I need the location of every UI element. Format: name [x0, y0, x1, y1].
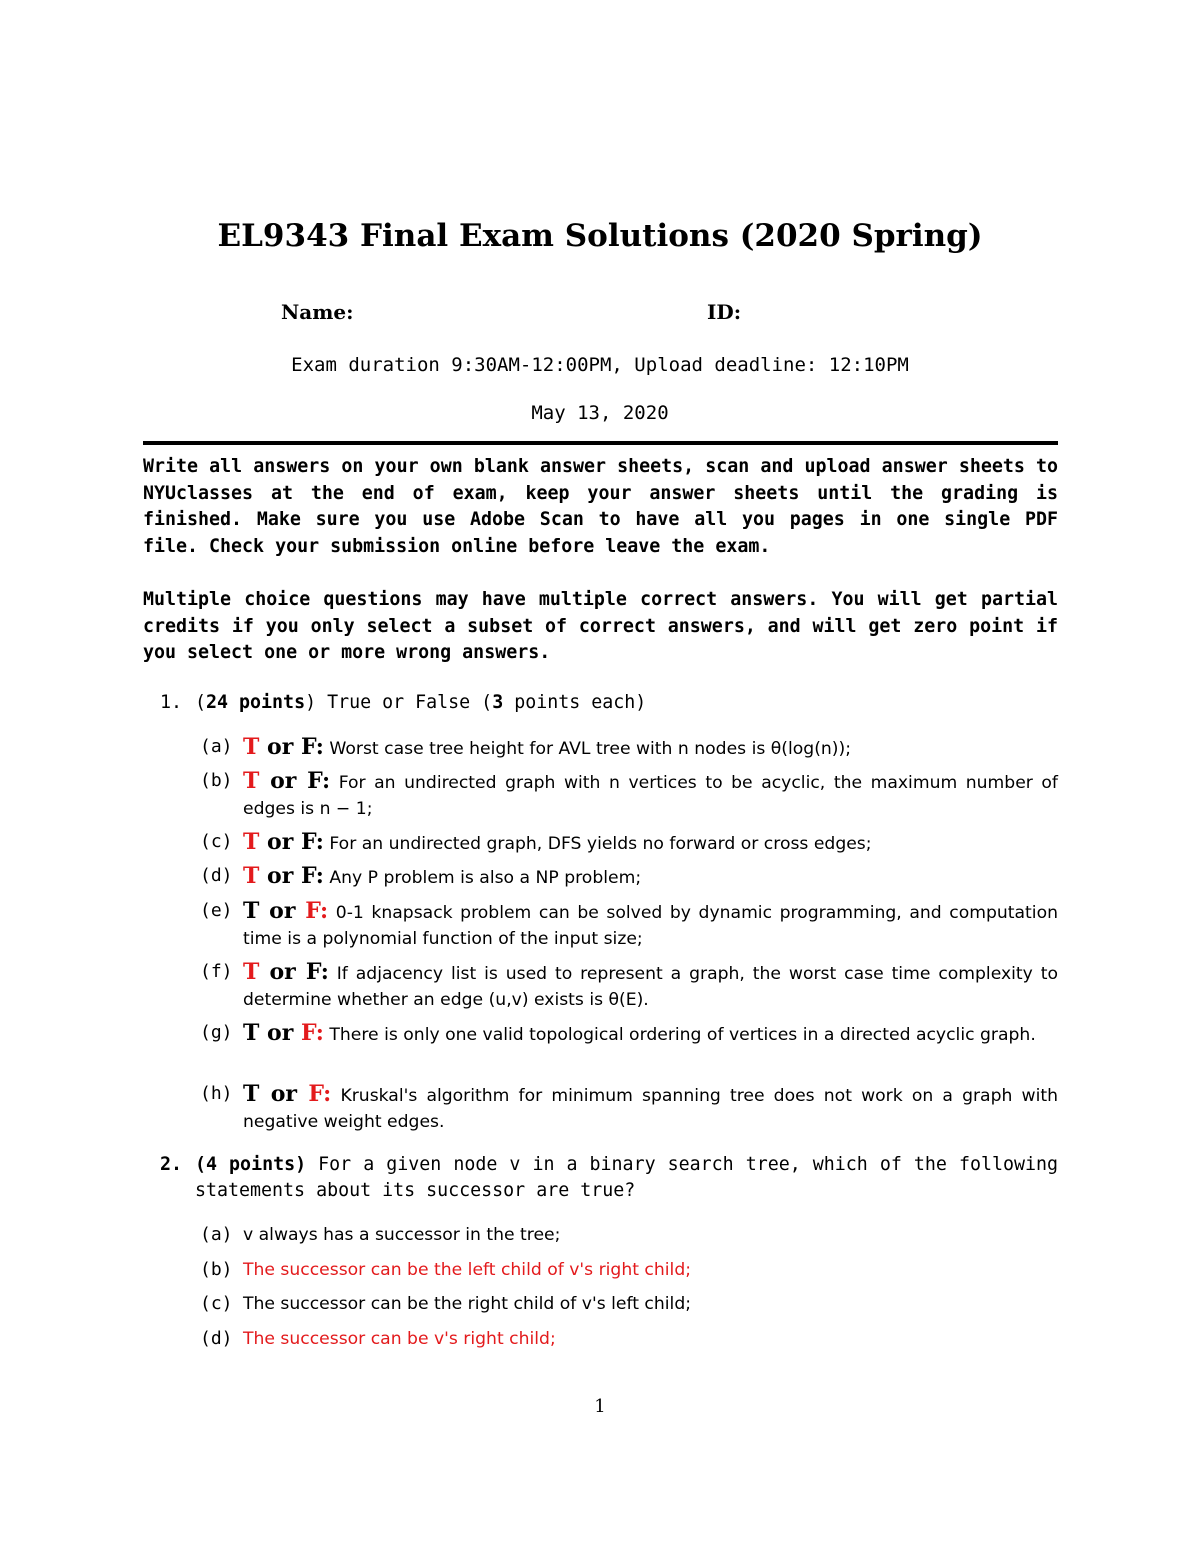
q1-title-mid: ) True or False (	[305, 692, 493, 713]
header-divider	[143, 441, 1058, 445]
or-text: or	[259, 829, 301, 855]
item-label: (d)	[200, 865, 233, 886]
or-text: or	[259, 863, 301, 889]
item-label: (a)	[200, 736, 233, 757]
or-text: or	[259, 1020, 301, 1046]
true-option: T	[243, 959, 260, 985]
question-points: (4 points)	[195, 1154, 307, 1175]
false-option: F:	[300, 863, 324, 889]
item-text: For an undirected graph with n vertices to be acyclic, the maximum number of edges is n − 1;	[243, 773, 1058, 819]
item-body	[243, 863, 1058, 891]
item-text: Kruskal's algorithm for minimum spanning tree does not work on a graph with negative weight edges.	[243, 1086, 1058, 1132]
or-text: or	[259, 734, 301, 760]
choice-text: The successor can be the left child of v's right child;	[243, 1260, 692, 1280]
item-text: 0-1 knapsack problem can be solved by dynamic programming, and computation time is a polynomial function of the input size;	[243, 903, 1058, 949]
item-label: (b)	[200, 770, 233, 791]
or-text: or	[259, 768, 308, 794]
item-body	[243, 1020, 1058, 1048]
question-points: 24 points	[206, 692, 306, 713]
item-label: (f)	[200, 961, 233, 982]
item-label: (h)	[200, 1083, 233, 1104]
true-option: T	[243, 898, 260, 924]
instructions-paragraph-2: Multiple choice questions may have multiple correct answers. You will get partial credits if you only select a subset of correct answers, and will get zero point if you select one or more wrong answers.	[143, 589, 1058, 663]
item-text: If adjacency list is used to represent a graph, the worst case time complexity to determine whether an edge (u,v) exists is θ(E).	[243, 964, 1058, 1010]
false-option: F:	[300, 1020, 324, 1046]
exam-date: May 13, 2020	[531, 402, 669, 424]
true-option: T	[243, 1081, 260, 1107]
item-label: (c)	[200, 1293, 233, 1314]
item-body	[243, 734, 1058, 762]
page-number: 1	[594, 1396, 606, 1417]
item-body	[243, 898, 1058, 952]
item-text: Worst case tree height for AVL tree with n nodes is θ(log(n));	[323, 739, 851, 759]
item-label: (b)	[200, 1259, 233, 1280]
page-title: EL9343 Final Exam Solutions (2020 Spring)	[217, 218, 983, 254]
item-text: There is only one valid topological ordering of vertices in a directed acyclic graph.	[323, 1025, 1036, 1045]
false-option: F:	[300, 829, 324, 855]
true-option: T	[243, 863, 260, 889]
choice-text: The successor can be v's right child;	[243, 1329, 556, 1349]
question-2-text: For a given node v in a binary search tree, which of the following statements about its successor are true?	[195, 1154, 1059, 1201]
item-label: (c)	[200, 831, 233, 852]
choice-text: The successor can be the right child of v's left child;	[243, 1294, 692, 1314]
false-option: F:	[300, 734, 324, 760]
true-option: T	[243, 829, 260, 855]
item-body	[243, 768, 1058, 822]
false-option: F:	[308, 1081, 332, 1107]
true-option: T	[243, 1020, 260, 1046]
or-text: or	[259, 1081, 309, 1107]
item-label: (a)	[200, 1224, 233, 1245]
item-label: (d)	[200, 1328, 233, 1349]
true-option: T	[243, 768, 260, 794]
true-option: T	[243, 734, 260, 760]
or-text: or	[259, 898, 306, 924]
question-2-heading	[160, 1152, 1059, 1201]
question-number: 2.	[160, 1154, 183, 1175]
question-number: 1.	[160, 692, 183, 713]
exam-duration: Exam duration 9:30AM-12:00PM, Upload deadline: 12:10PM	[291, 354, 909, 376]
false-option: F:	[305, 959, 329, 985]
item-label: (g)	[200, 1022, 233, 1043]
item-text: For an undirected graph, DFS yields no forward or cross edges;	[323, 834, 872, 854]
item-body	[243, 829, 1058, 857]
q1-paren-open: (	[195, 692, 207, 713]
item-text: Any P problem is also a NP problem;	[323, 868, 642, 888]
name-label: Name:	[281, 300, 354, 324]
false-option: F:	[307, 768, 331, 794]
instructions-paragraph-1: Write all answers on your own blank answer sheets, scan and upload answer sheets to NYUclasses at the end of exam, keep your answer sheets until the grading is finished. Make sure you use Adobe Scan to have all you pages in one single PDF file. Check your submission online before leave the exam.	[143, 456, 1058, 557]
choice-text: v always has a successor in the tree;	[243, 1225, 561, 1245]
item-body	[243, 959, 1058, 1013]
q1-title-end: points each)	[503, 692, 647, 713]
or-text: or	[259, 959, 306, 985]
item-label: (e)	[200, 900, 233, 921]
false-option: F:	[305, 898, 329, 924]
id-label: ID:	[707, 300, 742, 324]
item-body	[243, 1081, 1058, 1135]
q1-each-num: 3	[492, 692, 504, 713]
question-1-heading	[160, 690, 1058, 716]
